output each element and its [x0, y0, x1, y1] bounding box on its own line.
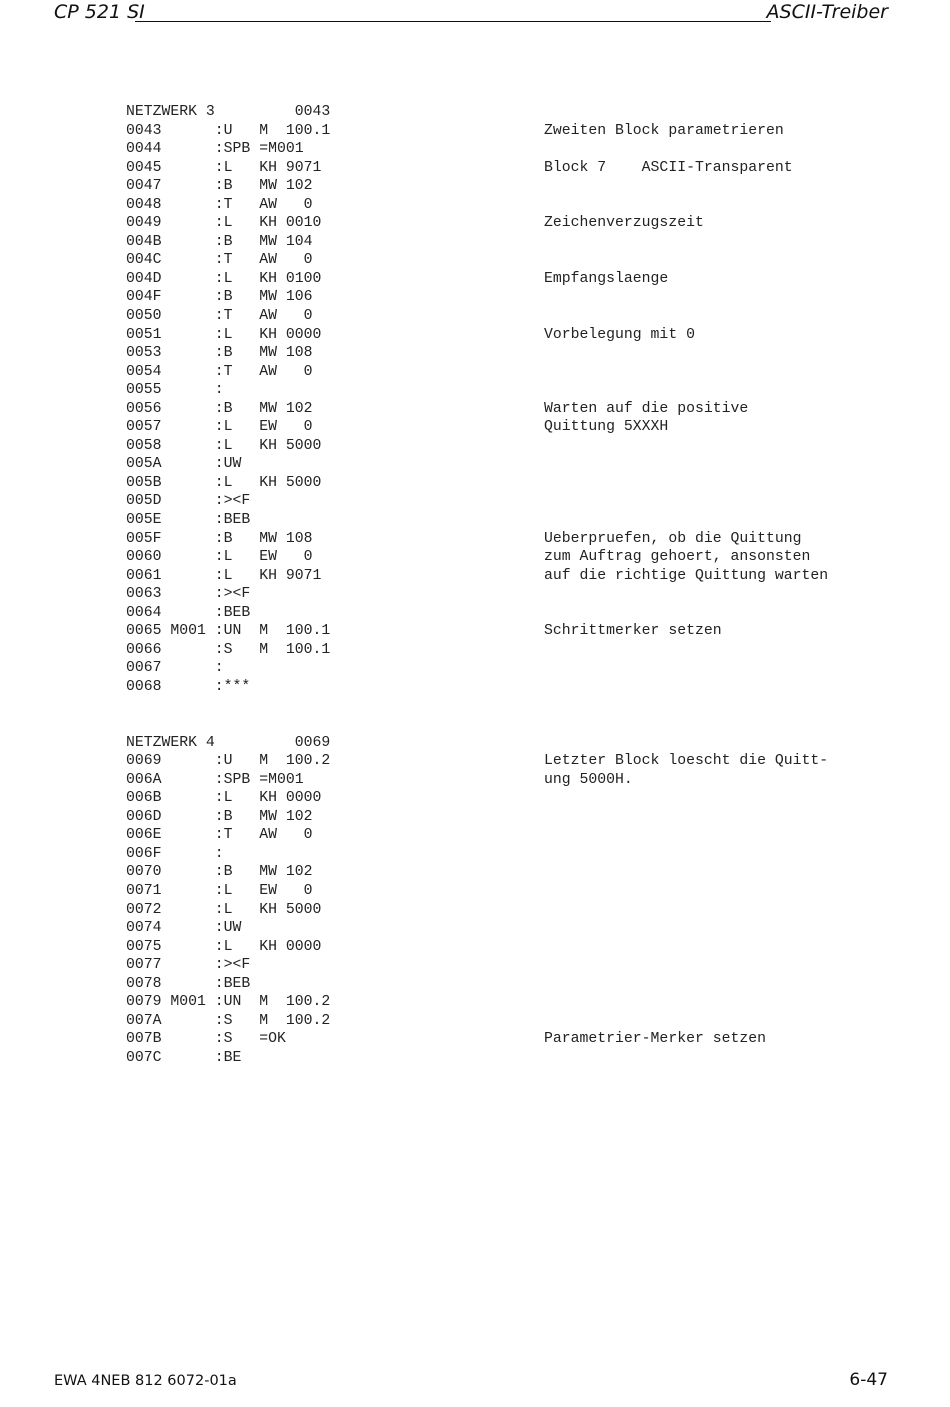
code-text: 0049 :L KH 0010 [126, 215, 322, 232]
header-rule [135, 21, 771, 22]
code-text: 004B :B MW 104 [126, 233, 313, 250]
comment-text: Schrittmerker setzen [544, 623, 722, 640]
code-text: 0048 :T AW 0 [126, 196, 313, 213]
header-section-title: ASCII-Treiber [766, 1, 888, 23]
code-text: 0077 :><F [126, 957, 251, 974]
code-text: 0072 :L KH 5000 [126, 901, 322, 918]
comment-text: Vorbelegung mit 0 [544, 326, 695, 343]
comment-text: Quittung 5XXXH [544, 419, 669, 436]
comment-text: ung 5000H. [544, 771, 633, 788]
code-text: 0047 :B MW 102 [126, 178, 313, 195]
code-text: 0067 : [126, 660, 224, 677]
code-text: 0065 M001 :UN M 100.1 [126, 623, 331, 640]
comment-text: Ueberpruefen, ob die Quittung [544, 530, 802, 547]
comment-text: auf die richtige Quittung warten [544, 567, 829, 584]
code-text: 0070 :B MW 102 [126, 864, 313, 881]
code-text: 0044 :SPB =M001 [126, 141, 304, 158]
code-text: 0078 :BEB [126, 975, 251, 992]
code-text: 004C :T AW 0 [126, 252, 313, 269]
code-text: 0043 :U M 100.1 [126, 122, 331, 139]
comment-text: Letzter Block loescht die Quitt- [544, 753, 829, 770]
code-text: 006F : [126, 845, 224, 862]
header-product-title: CP 521 SI [54, 1, 145, 23]
comment-text: Zweiten Block parametrieren [544, 122, 784, 139]
code-text: 005D :><F [126, 493, 251, 510]
comment-text: zum Auftrag gehoert, ansonsten [544, 549, 811, 566]
code-text: 0045 :L KH 9071 [126, 159, 322, 176]
code-text: 0069 :U M 100.2 [126, 753, 331, 770]
comment-text: Empfangslaenge [544, 270, 669, 287]
code-text: 0060 :L EW 0 [126, 549, 313, 566]
footer-document-number: EWA 4NEB 812 6072-01a [54, 1373, 237, 1389]
code-text: 004D :L KH 0100 [126, 270, 322, 287]
code-text: 006E :T AW 0 [126, 827, 313, 844]
code-text: 005B :L KH 5000 [126, 474, 322, 491]
code-text: 006A :SPB =M001 [126, 771, 304, 788]
comment-text: Warten auf die positive [544, 400, 749, 417]
code-text: 0053 :B MW 108 [126, 345, 313, 362]
comment-text: Parametrier-Merker setzen [544, 1031, 766, 1048]
code-text: 0054 :T AW 0 [126, 363, 313, 380]
code-text: 005F :B MW 108 [126, 530, 313, 547]
code-text: 0051 :L KH 0000 [126, 326, 322, 343]
code-text: 005A :UW [126, 456, 242, 473]
code-text: 007B :S =OK [126, 1031, 286, 1048]
code-text: 0074 :UW [126, 920, 242, 937]
code-text: 005E :BEB [126, 512, 251, 529]
code-text: 006D :B MW 102 [126, 808, 313, 825]
code-text: 006B :L KH 0000 [126, 790, 322, 807]
comment-text: Zeichenverzugszeit [544, 215, 704, 232]
code-text: NETZWERK 4 0069 [126, 734, 331, 751]
code-text: 0063 :><F [126, 586, 251, 603]
code-text: 0057 :L EW 0 [126, 419, 313, 436]
code-text: 0056 :B MW 102 [126, 400, 313, 417]
code-text: 007A :S M 100.2 [126, 1012, 331, 1029]
code-text: 0066 :S M 100.1 [126, 641, 331, 658]
code-text: 0075 :L KH 0000 [126, 938, 322, 955]
code-text: 0055 : [126, 382, 224, 399]
code-text: 0050 :T AW 0 [126, 308, 313, 325]
code-text: 0061 :L KH 9071 [126, 567, 322, 584]
code-text: NETZWERK 3 0043 [126, 104, 331, 120]
code-text: 007C :BE [126, 1049, 242, 1066]
code-text: 004F :B MW 106 [126, 289, 313, 306]
code-text: 0071 :L EW 0 [126, 882, 313, 899]
code-text: 0064 :BEB [126, 604, 251, 621]
comment-text: Block 7 ASCII-Transparent [544, 159, 793, 176]
code-text: 0079 M001 :UN M 100.2 [126, 994, 331, 1011]
code-text: 0058 :L KH 5000 [126, 437, 322, 454]
code-text: 0068 :*** [126, 678, 251, 695]
footer-page-number: 6-47 [849, 1370, 888, 1390]
